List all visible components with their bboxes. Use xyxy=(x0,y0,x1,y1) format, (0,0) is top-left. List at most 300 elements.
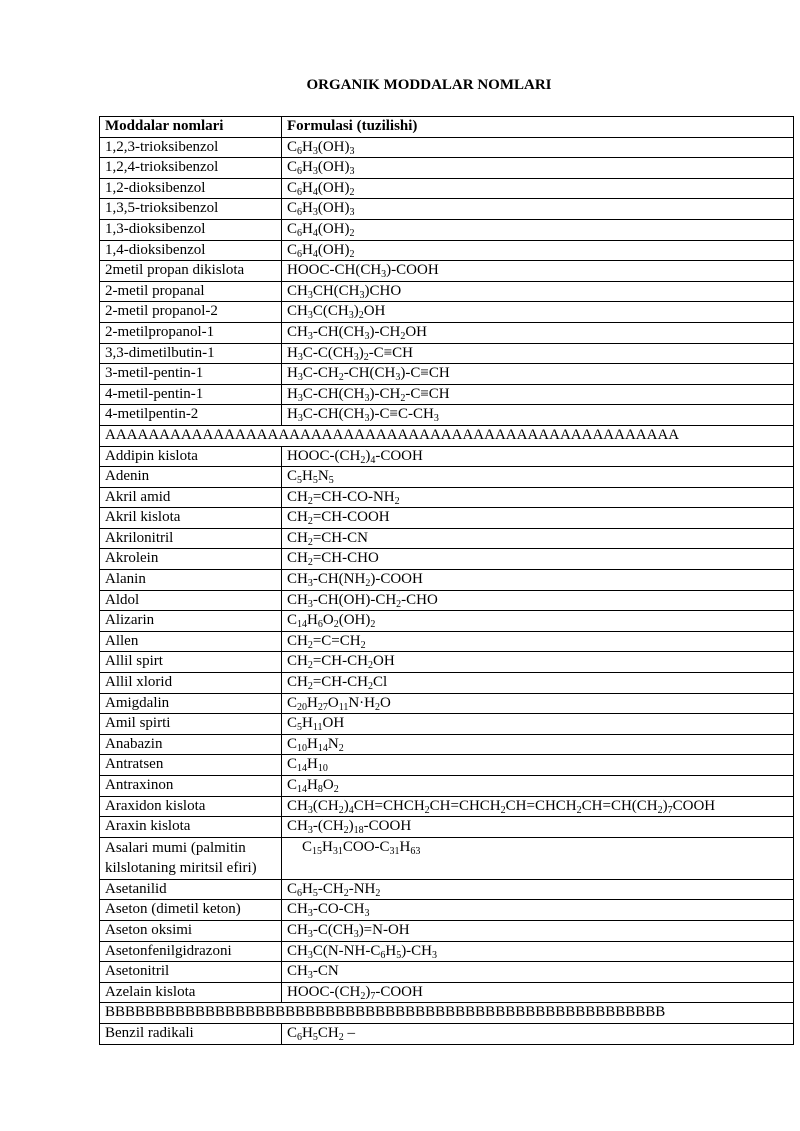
formula-subscript: 2 xyxy=(576,804,582,816)
compound-name-cell: 1,3,5-trioksibenzol xyxy=(100,199,282,220)
formula-part: CH=CHCH xyxy=(505,797,577,814)
compound-name-cell: 2-metilpropanol-1 xyxy=(100,322,282,343)
formula-part: OH xyxy=(322,715,345,732)
formula-part: CH xyxy=(287,571,308,588)
compound-formula-cell xyxy=(282,590,794,611)
formula-subscript: 2 xyxy=(367,660,373,672)
formula-part: -C≡CH xyxy=(405,385,450,402)
formula-subscript: 3 xyxy=(348,310,354,322)
table-row xyxy=(100,528,794,549)
formula-part: CH=CH(CH xyxy=(581,797,658,814)
table-row xyxy=(100,570,794,591)
formula-part: CH xyxy=(287,282,308,299)
table-row xyxy=(100,879,794,900)
formula-part: H xyxy=(302,138,313,155)
formula-part: OH xyxy=(363,303,386,320)
formula-subscript: 31 xyxy=(332,845,343,857)
formula-part: -CH xyxy=(317,880,344,897)
formula-part: H xyxy=(307,777,318,793)
formula-subscript: 3 xyxy=(307,289,313,301)
formula-subscript: 14 xyxy=(297,619,308,631)
formula-subscript: 3 xyxy=(364,908,370,920)
formula-part: C xyxy=(287,880,298,897)
compound-name-cell: Asetonfenilgidrazoni xyxy=(100,941,282,962)
compound-formula-cell xyxy=(282,962,794,983)
formula-subscript: 2 xyxy=(349,248,355,260)
formula-subscript: 11 xyxy=(312,722,323,734)
compounds-table xyxy=(99,116,794,1045)
formula-part: CH xyxy=(287,674,308,691)
formula-part: CH xyxy=(317,1024,339,1041)
formula-part: C-CH(CH xyxy=(302,406,365,423)
compound-formula-cell xyxy=(282,364,794,385)
compound-name-cell: Addipin kislota xyxy=(100,446,282,467)
formula-part: -CH(CH xyxy=(343,365,396,382)
table-row xyxy=(100,755,794,776)
formula-part: C xyxy=(287,220,298,237)
table-row xyxy=(100,405,794,426)
table-row xyxy=(100,240,794,261)
formula-subscript: 3 xyxy=(307,598,313,610)
header-name-cell: Moddalar nomlari xyxy=(100,117,282,138)
formula-subscript: 3 xyxy=(312,166,318,178)
formula-part: CH xyxy=(287,632,308,649)
compound-name-cell: 2metil propan dikislota xyxy=(100,261,282,282)
compound-name-cell: Aldol xyxy=(100,590,282,611)
table-row xyxy=(100,261,794,282)
compound-formula-cell xyxy=(282,734,794,755)
formula-subscript: 14 xyxy=(297,784,308,795)
formula-subscript: 3 xyxy=(359,289,365,301)
formula-subscript: 5 xyxy=(328,475,334,487)
compound-name-cell: 3-metil-pentin-1 xyxy=(100,364,282,385)
compound-name-cell: Araxin kislota xyxy=(100,817,282,838)
formula-subscript: 2 xyxy=(307,495,313,507)
compound-name-cell: Asalari mumi (palmitin kilslotaning miritsil efiri) xyxy=(100,837,282,879)
formula-subscript: 3 xyxy=(307,330,313,342)
formula-part: )-C≡CH xyxy=(400,365,450,382)
compound-name-cell: 3,3-dimetilbutin-1 xyxy=(100,343,282,364)
formula-subscript: 4 xyxy=(312,248,318,260)
table-row xyxy=(100,734,794,755)
compound-formula-cell xyxy=(282,199,794,220)
formula-subscript: 15 xyxy=(312,845,323,857)
formula-part: -CHO xyxy=(401,591,438,608)
table-row xyxy=(100,487,794,508)
formula-part: H xyxy=(307,612,318,629)
table-row xyxy=(100,796,794,817)
compound-formula-cell xyxy=(282,693,794,714)
formula-part: )=N-OH xyxy=(358,921,410,938)
compound-name-cell: Asetonitril xyxy=(100,962,282,983)
formula-part: )-CH xyxy=(369,323,401,340)
formula-subscript: 6 xyxy=(380,949,386,961)
letter-separator-cell: BBBBBBBBBBBBBBBBBBBBBBBBBBBBBBBBBBBBBBBBBBBBBBBBBBBBBBBB xyxy=(100,1003,794,1024)
formula-subscript: 2 xyxy=(360,639,366,651)
formula-subscript: 3 xyxy=(307,970,313,982)
formula-part: CH xyxy=(287,529,308,546)
compound-formula-cell xyxy=(282,900,794,921)
formula-part: H xyxy=(287,385,298,402)
table-row xyxy=(100,673,794,694)
formula-subscript: 3 xyxy=(307,908,313,920)
formula-subscript: 31 xyxy=(389,845,400,857)
formula-part: )-CH xyxy=(401,942,433,959)
table-row xyxy=(100,590,794,611)
compound-formula-cell xyxy=(282,631,794,652)
formula-subscript: 2 xyxy=(343,825,349,837)
formula-subscript: 14 xyxy=(317,742,328,754)
formula-part: CH xyxy=(287,488,308,505)
formula-part: )-COOH xyxy=(370,571,423,588)
compound-formula-cell xyxy=(282,158,794,179)
formula-part: – xyxy=(343,1024,355,1041)
formula-part: C xyxy=(287,179,298,196)
formula-subscript: 3 xyxy=(307,310,313,322)
compound-formula-cell xyxy=(282,322,794,343)
table-row xyxy=(100,652,794,673)
formula-part: C xyxy=(287,735,298,752)
compound-formula-cell xyxy=(282,467,794,488)
formula-part: CH xyxy=(287,550,308,567)
formula-part: CH xyxy=(287,901,308,918)
formula-subscript: 27 xyxy=(317,701,328,713)
compound-formula-cell xyxy=(282,178,794,199)
formula-part: CH xyxy=(287,818,308,835)
compound-name-cell: 4-metil-pentin-1 xyxy=(100,384,282,405)
table-row xyxy=(100,611,794,632)
formula-part: CH(CH xyxy=(312,282,360,299)
formula-subscript: 2 xyxy=(375,887,381,899)
formula-subscript: 6 xyxy=(297,887,303,899)
formula-subscript: 2 xyxy=(307,536,313,548)
formula-subscript: 3 xyxy=(364,392,370,404)
compound-formula-cell xyxy=(282,879,794,900)
formula-subscript: 3 xyxy=(433,413,439,425)
table-row xyxy=(100,219,794,240)
formula-subscript: 6 xyxy=(297,145,303,157)
formula-subscript: 3 xyxy=(381,269,387,281)
formula-part: C(CH xyxy=(312,303,349,320)
formula-part: =CH-CO-NH xyxy=(312,488,395,505)
formula-part: H xyxy=(287,406,298,423)
formula-part: H xyxy=(302,1024,313,1041)
formula-part: C xyxy=(287,1024,298,1041)
formula-part: H xyxy=(302,200,313,217)
formula-subscript: 2 xyxy=(657,804,663,816)
formula-subscript: 2 xyxy=(307,516,313,528)
compound-name-cell: Aseton (dimetil keton) xyxy=(100,900,282,921)
formula-part: -C≡CH xyxy=(368,344,413,361)
formula-subscript: 7 xyxy=(370,990,376,1002)
formula-subscript: 4 xyxy=(370,454,376,466)
table-row xyxy=(100,364,794,385)
formula-part: ) xyxy=(343,797,349,814)
formula-subscript: 2 xyxy=(370,619,376,631)
compound-name-cell: 4-metilpentin-2 xyxy=(100,405,282,426)
formula-subscript: 2 xyxy=(375,701,381,713)
compound-formula-cell xyxy=(282,343,794,364)
compound-name-cell: Akril amid xyxy=(100,487,282,508)
formula-subscript: 3 xyxy=(395,372,401,384)
formula-subscript: 4 xyxy=(312,227,318,239)
table-row xyxy=(100,941,794,962)
formula-subscript: 2 xyxy=(500,804,506,816)
formula-part: -NH xyxy=(348,880,376,897)
compound-name-cell: Azelain kislota xyxy=(100,982,282,1003)
compound-formula-cell xyxy=(282,508,794,529)
formula-part: =CH-CH xyxy=(312,653,368,670)
formula-subscript: 3 xyxy=(349,145,355,157)
compound-formula-cell xyxy=(282,817,794,838)
formula-subscript: 3 xyxy=(297,372,303,384)
formula-part: OH xyxy=(372,653,395,670)
formula-part: -C(CH xyxy=(312,921,354,938)
formula-subscript: 7 xyxy=(667,804,673,816)
formula-part: CH xyxy=(287,303,308,320)
formula-part: H xyxy=(385,942,397,959)
table-row xyxy=(100,178,794,199)
formula-subscript: 2 xyxy=(333,784,339,795)
formula-part: (OH) xyxy=(317,179,350,196)
formula-part: (OH) xyxy=(338,612,371,629)
formula-subscript: 3 xyxy=(353,351,359,363)
formula-subscript: 3 xyxy=(307,825,313,837)
formula-part: O xyxy=(322,612,334,629)
formula-part: ) xyxy=(365,983,371,1000)
table-row xyxy=(100,900,794,921)
formula-subscript: 6 xyxy=(297,1031,303,1043)
formula-part: C xyxy=(287,694,298,711)
formula-part: ) xyxy=(358,344,364,361)
formula-subscript: 3 xyxy=(307,578,313,590)
formula-part: (OH) xyxy=(317,220,350,237)
compound-formula-cell xyxy=(282,796,794,817)
compound-formula-cell xyxy=(282,837,794,879)
formula-subscript: 3 xyxy=(432,949,438,961)
table-row xyxy=(100,281,794,302)
formula-subscript: 11 xyxy=(338,701,349,713)
table-row xyxy=(100,508,794,529)
compound-name-cell: Alanin xyxy=(100,570,282,591)
compound-formula-cell xyxy=(282,302,794,323)
formula-part: =C=CH xyxy=(312,632,361,649)
table-row xyxy=(100,817,794,838)
formula-part: ) xyxy=(365,447,371,464)
formula-part: O xyxy=(327,694,339,711)
compound-name-cell: Araxidon kislota xyxy=(100,796,282,817)
formula-subscript: 6 xyxy=(297,207,303,219)
formula-part: H xyxy=(307,694,318,711)
compound-formula-cell xyxy=(282,487,794,508)
table-row xyxy=(100,302,794,323)
formula-part: (CH xyxy=(312,797,339,814)
formula-subscript: 5 xyxy=(396,949,402,961)
formula-subscript: 2 xyxy=(349,227,355,239)
formula-subscript: 3 xyxy=(307,949,313,961)
formula-part: N xyxy=(327,735,339,752)
formula-subscript: 3 xyxy=(312,207,318,219)
formula-part: ) xyxy=(348,818,354,835)
compound-formula-cell xyxy=(282,405,794,426)
formula-subscript: 2 xyxy=(400,330,406,342)
formula-subscript: 3 xyxy=(297,351,303,363)
formula-subscript: 2 xyxy=(307,681,313,693)
compound-name-cell: 1,4-dioksibenzol xyxy=(100,240,282,261)
compound-name-cell: Akrolein xyxy=(100,549,282,570)
compound-name-cell: Allen xyxy=(100,631,282,652)
formula-part: C xyxy=(287,612,298,629)
formula-part: CH xyxy=(287,509,308,526)
table-row xyxy=(100,446,794,467)
formula-subscript: 2 xyxy=(363,351,369,363)
compound-name-cell: 1,3-dioksibenzol xyxy=(100,219,282,240)
compound-formula-cell xyxy=(282,261,794,282)
formula-subscript: 2 xyxy=(343,887,349,899)
formula-part: )-COOH xyxy=(386,262,439,279)
compound-formula-cell xyxy=(282,673,794,694)
formula-subscript: 5 xyxy=(297,475,303,487)
formula-part: -CH(CH xyxy=(312,323,365,340)
compound-formula-cell xyxy=(282,982,794,1003)
formula-part: H xyxy=(322,838,333,855)
formula-part: CH=CHCH xyxy=(353,797,425,814)
formula-subscript: 3 xyxy=(297,413,303,425)
table-header-row xyxy=(100,117,794,138)
compound-formula-cell xyxy=(282,446,794,467)
formula-part: Cl xyxy=(372,674,388,691)
formula-part: -COOH xyxy=(375,447,423,464)
compound-formula-cell xyxy=(282,240,794,261)
formula-part: C-CH xyxy=(302,365,339,382)
formula-subscript: 14 xyxy=(297,763,308,775)
page-title: ORGANIK MODDALAR NOMLARI xyxy=(306,77,552,93)
compound-formula-cell xyxy=(282,755,794,776)
formula-part: ) xyxy=(662,797,668,814)
formula-subscript: 5 xyxy=(312,887,318,899)
formula-part: COO-C xyxy=(342,838,390,855)
compound-name-cell: Allil xlorid xyxy=(100,673,282,694)
formula-part: -CH(OH)-CH xyxy=(312,591,397,608)
compound-name-cell: Antraxinon xyxy=(100,776,282,797)
formula-part: C xyxy=(287,777,298,793)
table-row xyxy=(100,631,794,652)
compound-name-cell: 1,2,3-trioksibenzol xyxy=(100,137,282,158)
compound-formula-cell xyxy=(282,528,794,549)
formula-part: CH xyxy=(287,942,308,959)
formula-subscript: 10 xyxy=(297,742,308,754)
compound-formula-cell xyxy=(282,137,794,158)
table-row xyxy=(100,199,794,220)
formula-subscript: 6 xyxy=(297,166,303,178)
formula-part: -CN xyxy=(312,963,339,980)
compound-formula-cell xyxy=(282,384,794,405)
formula-subscript: 2 xyxy=(360,454,366,466)
formula-subscript: 8 xyxy=(317,784,323,795)
formula-part: )-CH xyxy=(369,385,401,402)
compound-name-cell: Adenin xyxy=(100,467,282,488)
letter-separator-row xyxy=(100,1003,794,1024)
table-row xyxy=(100,962,794,983)
formula-subscript: 5 xyxy=(297,722,303,734)
formula-part: C xyxy=(287,241,298,258)
formula-part: (OH) xyxy=(317,241,350,258)
formula-subscript: 63 xyxy=(410,845,421,857)
compound-name-cell: Akril kislota xyxy=(100,508,282,529)
formula-part: -CH(NH xyxy=(312,571,366,588)
formula-subscript: 2 xyxy=(338,1031,344,1043)
compound-formula-cell xyxy=(282,776,794,797)
formula-subscript: 6 xyxy=(317,619,323,631)
formula-subscript: 2 xyxy=(424,804,430,816)
compound-name-cell: Aseton oksimi xyxy=(100,920,282,941)
letter-separator-row xyxy=(100,425,794,446)
compound-formula-cell xyxy=(282,219,794,240)
table-row xyxy=(100,549,794,570)
compound-name-cell: Allil spirt xyxy=(100,652,282,673)
formula-part: =CH-CN xyxy=(312,529,368,546)
formula-subscript: 3 xyxy=(307,804,313,816)
formula-part: C xyxy=(287,200,298,217)
compound-formula-cell xyxy=(282,714,794,735)
formula-subscript: 2 xyxy=(365,578,371,590)
compound-name-cell: Amigdalin xyxy=(100,693,282,714)
formula-part: OH xyxy=(405,323,428,340)
formula-part: H xyxy=(302,220,313,237)
formula-part: C(N-NH-C xyxy=(312,942,381,959)
table-row xyxy=(100,158,794,179)
formula-part: C-C(CH xyxy=(302,344,354,361)
formula-part: CH xyxy=(287,323,308,340)
formula-part: N xyxy=(317,468,329,485)
formula-part: H xyxy=(287,365,298,382)
formula-subscript: 3 xyxy=(364,413,370,425)
table-row xyxy=(100,322,794,343)
table-row xyxy=(100,776,794,797)
table-row xyxy=(100,693,794,714)
formula-subscript: 2 xyxy=(367,681,373,693)
formula-part: -(CH xyxy=(312,818,344,835)
formula-part: H xyxy=(302,241,313,258)
formula-part: C xyxy=(287,159,298,176)
table-row xyxy=(100,384,794,405)
formula-part: H xyxy=(307,735,318,752)
letter-separator-cell: AAAAAAAAAAAAAAAAAAAAAAAAAAAAAAAAAAAAAAAAAAAAAAAAAAAAA xyxy=(100,425,794,446)
formula-part: H xyxy=(307,756,318,773)
formula-subscript: 3 xyxy=(353,928,359,940)
table-row xyxy=(100,467,794,488)
formula-subscript: 2 xyxy=(333,619,339,631)
formula-subscript: 3 xyxy=(349,166,355,178)
compound-formula-cell xyxy=(282,652,794,673)
formula-part: (OH) xyxy=(317,159,350,176)
formula-part: H xyxy=(302,880,313,897)
compound-name-cell: 1,2-dioksibenzol xyxy=(100,178,282,199)
compound-formula-cell xyxy=(282,549,794,570)
formula-subscript: 2 xyxy=(349,186,355,198)
formula-part: C xyxy=(287,468,298,485)
formula-subscript: 20 xyxy=(297,701,308,713)
table-row xyxy=(100,1023,794,1044)
compound-name-cell: Alizarin xyxy=(100,611,282,632)
compound-name-cell: Antratsen xyxy=(100,755,282,776)
formula-part: =CH-COOH xyxy=(312,509,390,526)
formula-part: )-C≡C-CH xyxy=(369,406,434,423)
formula-part: H xyxy=(302,468,313,485)
table-row xyxy=(100,920,794,941)
formula-part: C xyxy=(287,715,298,732)
formula-part: )CHO xyxy=(364,282,402,299)
